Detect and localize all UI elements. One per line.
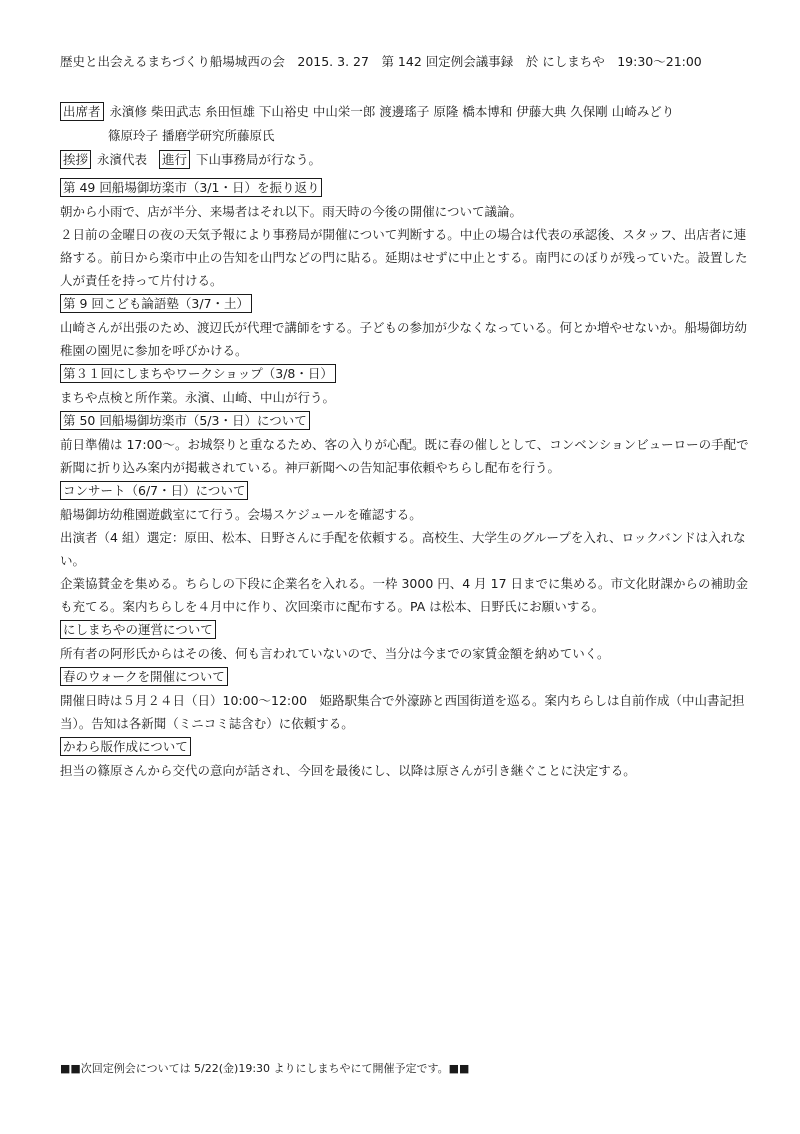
section-paragraph: 担当の篠原さんから交代の意向が話され、今回を最後にし、以降は原さんが引き継ぐことに決定する。 xyxy=(60,763,636,778)
section-paragraph: 開催日時は５月２４日（日）10:00〜12:00 姫路駅集合で外濠跡と西国街道を巡る。案内ちらしは自前作成（中山書記担当）。告知は各新聞（ミニコミ誌含む）に依頼する。 xyxy=(60,693,745,731)
section xyxy=(60,362,752,409)
section-title: コンサート（6/7・日）について xyxy=(60,481,248,500)
section xyxy=(60,618,752,665)
section-paragraph: 出演者（4 組）選定：原田、松本、日野さんに手配を依頼する。高校生、大学生のグループを入れ、ロックバンドは入れない。 xyxy=(60,530,746,568)
section-title: 第３１回にしまちやワークショップ（3/8・日） xyxy=(60,364,336,383)
section-paragraph: 前日準備は 17:00〜。お城祭りと重なるため、客の入りが心配。既に春の催しとして、コンベンションビューローの手配で新聞に折り込み案内が掲載されている。神戸新聞への告知記事依頼やちらし配布を行う。 xyxy=(60,437,749,475)
section xyxy=(60,176,752,292)
section-paragraph: 所有者の阿形氏からはその後、何も言われていないので、当分は今までの家賃金額を納めていく。 xyxy=(60,646,610,661)
greeting-label: 挨拶 xyxy=(60,150,91,169)
section xyxy=(60,479,752,618)
attendees-block xyxy=(60,100,760,148)
section-title: 春のウォークを開催について xyxy=(60,667,228,686)
attendees-label: 出席者 xyxy=(60,102,104,121)
section xyxy=(60,665,752,735)
section xyxy=(60,735,752,782)
section-paragraph: 朝から小雨で、店が半分、来場者はそれ以下。雨天時の今後の開催について議論。 xyxy=(60,204,523,219)
section-paragraph: 山崎さんが出張のため、渡辺氏が代理で講師をする。子どもの参加が少なくなっている。何とか増やせないか。船場御坊幼稚園の園児に参加を呼びかける。 xyxy=(60,320,748,358)
section-title: 第 49 回船場御坊楽市（3/1・日）を振り返り xyxy=(60,178,322,197)
section xyxy=(60,292,752,362)
greeting-value: 永濱代表 xyxy=(97,152,148,167)
progress-label: 進行 xyxy=(159,150,190,169)
section-paragraph: 船場御坊幼稚園遊戯室にて行う。会場スケジュールを確認する。 xyxy=(60,507,422,522)
section-title: かわら版作成について xyxy=(60,737,191,756)
minutes-content xyxy=(60,176,752,782)
greeting-row xyxy=(60,150,321,169)
attendees-list-line2: 篠原玲子 播磨学研究所藤原氏 xyxy=(108,128,275,143)
attendees-list-line1: 永濱修 柴田武志 糸田恒雄 下山裕史 中山栄一郎 渡邊瑤子 原隆 橋本博和 伊藤大典 久保剛 山崎みどり xyxy=(109,104,675,119)
section xyxy=(60,409,752,479)
section-title: にしまちやの運営について xyxy=(60,620,216,639)
document-header: 歴史と出会えるまちづくり船場城西の会 2015. 3. 27 第 142 回定例会議事録 於 にしまちや 19:30〜21:00 xyxy=(60,54,702,69)
section-paragraph: 企業協賛金を集める。ちらしの下段に企業名を入れる。一枠 3000 円、4 月 17 日までに集める。市文化財課からの補助金も充てる。案内ちらしを４月中に作り、次回楽市に配布する。PA は松本、日野氏にお願いする。 xyxy=(60,576,749,614)
section-paragraph: まちや点検と所作業。永濱、山崎、中山が行う。 xyxy=(60,390,336,405)
section-title: 第 50 回船場御坊楽市（5/3・日）について xyxy=(60,411,310,430)
next-meeting-note: ■■次回定例会については 5/22(金)19:30 よりにしまちやにて開催予定です。■■ xyxy=(60,1062,470,1075)
section-paragraph: ２日前の金曜日の夜の天気予報により事務局が開催について判断する。中止の場合は代表の承認後、スタッフ、出店者に連絡する。前日から楽市中止の告知を山門などの門に貼る。延期はせずに中止とする。南門にのぼりが残っていた。設置した人が責任を持って片付ける。 xyxy=(60,227,748,288)
section-title: 第 9 回こども論語塾（3/7・土） xyxy=(60,294,252,313)
progress-value: 下山事務局が行なう。 xyxy=(196,152,322,167)
